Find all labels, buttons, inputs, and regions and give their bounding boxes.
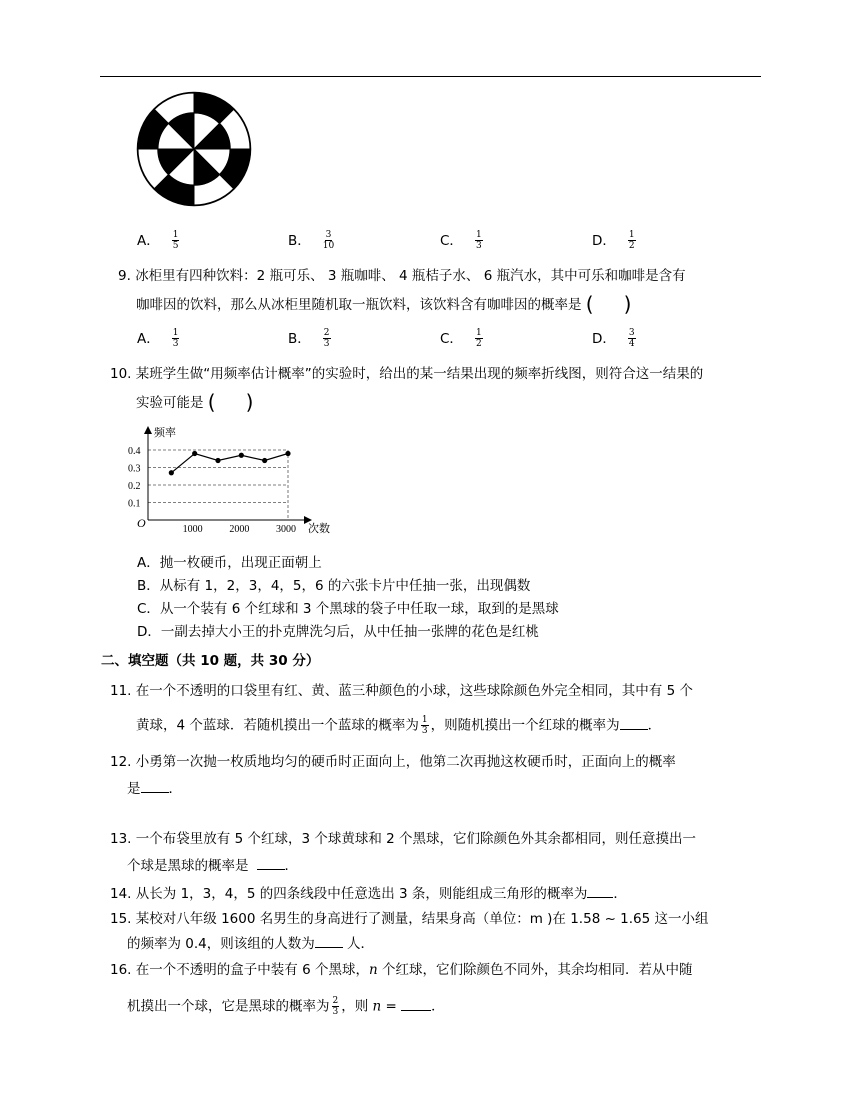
option-label: B． — [137, 578, 160, 594]
option-label: C． — [440, 330, 463, 347]
question-text: 是 — [127, 781, 141, 797]
q10-line-1 — [110, 364, 703, 384]
option-text: 从标有 1，2，3，4，5，6 的六张卡片中任抽一张，出现偶数 — [159, 578, 531, 594]
fraction-numerator: 2 — [332, 996, 339, 1006]
option-label: D． — [592, 330, 616, 347]
y-tick-label: 0.1 — [128, 498, 141, 510]
data-point — [285, 451, 290, 456]
y-tick-label: 0.4 — [128, 446, 141, 457]
option-label: D． — [592, 232, 616, 249]
answer-blank[interactable] — [257, 857, 285, 870]
option-fraction — [323, 328, 331, 349]
q10-option-a[interactable] — [137, 553, 322, 573]
q8-option-b[interactable] — [288, 230, 336, 251]
x-axis-label: 次数 — [308, 523, 330, 535]
option-text: 从一个装有 6 个红球和 3 个黑球的袋子中任取一球，取到的是黑球 — [159, 601, 559, 617]
answer-blank[interactable] — [141, 780, 169, 793]
question-number: 16. — [110, 962, 132, 978]
fraction-numerator: 1 — [628, 230, 635, 240]
q16-line-2 — [127, 996, 445, 1017]
option-fraction — [475, 230, 483, 251]
option-label: B． — [288, 330, 311, 347]
question-number: 9. — [118, 268, 131, 284]
x-tick-label: 3000 — [276, 524, 296, 535]
q10-option-c[interactable] — [137, 599, 559, 619]
fraction-denominator: 2 — [628, 241, 635, 251]
question-text: 某校对八年级 1600 名男生的身高进行了测量，结果身高（单位：m )在 1.58 ~ 1.65 这一小组 — [135, 911, 709, 927]
x-tick-label: 2000 — [229, 524, 250, 535]
fraction-numerator: 3 — [628, 328, 635, 338]
option-label: A． — [137, 232, 160, 249]
question-number: 13. — [110, 831, 132, 847]
data-point — [262, 458, 267, 463]
q8-option-a[interactable] — [137, 230, 181, 251]
answer-paren-close: ) — [245, 390, 254, 414]
option-label: A． — [137, 330, 160, 347]
punctuation: ． — [647, 717, 662, 734]
fraction-denominator: 4 — [628, 339, 635, 349]
inline-fraction — [332, 996, 340, 1017]
question-text: 小勇第一次抛一枚质地均匀的硬币时正面向上，他第二次再抛这枚硬币时，正面向上的概率 — [135, 754, 676, 770]
answer-blank[interactable] — [620, 717, 648, 730]
punctuation: ． — [431, 998, 445, 1015]
question-text: 个红球，它们除颜色不同外，其余均相同．若从中随 — [377, 962, 693, 978]
x-tick-label: 1000 — [182, 524, 203, 535]
y-tick-label: 0.3 — [128, 463, 141, 475]
option-fraction — [628, 328, 636, 349]
header-rule — [100, 76, 761, 77]
question-text: 实验可能是 — [136, 395, 204, 411]
q15-line-2 — [127, 934, 374, 954]
option-label: D． — [137, 624, 161, 640]
answer-blank[interactable] — [587, 885, 613, 898]
q9-line-1 — [118, 266, 686, 286]
answer-paren-open: ( — [207, 390, 216, 414]
question-number: 11. — [110, 683, 132, 699]
data-point — [169, 470, 174, 475]
question-text: 在一个不透明的盒子中装有 6 个黑球， — [135, 962, 369, 978]
chart-series — [169, 451, 291, 475]
equals-sign: = — [381, 998, 402, 1015]
answer-paren-close: ) — [623, 292, 632, 316]
chart-ticks — [128, 446, 296, 535]
option-fraction — [172, 328, 180, 349]
q9-option-d[interactable] — [592, 328, 638, 349]
fraction-numerator: 1 — [475, 328, 482, 338]
spinner-disc-figure — [136, 91, 252, 207]
section-title: 二、填空题（共 10 题，共 30 分） — [101, 653, 320, 669]
punctuation: ． — [168, 781, 182, 797]
punctuation: ． — [284, 858, 298, 874]
fraction-numerator: 3 — [325, 230, 332, 240]
q8-option-d[interactable] — [592, 230, 638, 251]
question-text: 冰柜里有四种饮料：2 瓶可乐、 3 瓶咖啡、 4 瓶桔子水、 6 瓶汽水，其中可乐和咖啡是含有 — [135, 268, 686, 284]
q12-line-1 — [110, 752, 676, 772]
fraction-numerator: 1 — [172, 328, 179, 338]
question-number: 12. — [110, 754, 132, 770]
q16-line-1 — [110, 960, 692, 980]
data-point — [239, 453, 244, 458]
punctuation: ． — [613, 886, 627, 902]
question-text: 从长为 1，3，4，5 的四条线段中任意选出 3 条，则能组成三角形的概率为 — [135, 886, 588, 902]
q15-line-1 — [110, 909, 709, 929]
question-text: ，则 — [341, 998, 373, 1015]
q10-line-2 — [136, 392, 253, 413]
q10-option-b[interactable] — [137, 576, 530, 596]
punctuation: 人． — [342, 936, 375, 952]
fraction-numerator: 1 — [172, 230, 179, 240]
question-text: ，则随机摸出一个红球的概率为 — [430, 717, 620, 734]
q11-line-1 — [110, 681, 693, 701]
q11-line-2 — [136, 715, 661, 736]
fraction-denominator: 3 — [475, 241, 482, 251]
option-fraction — [323, 230, 334, 251]
q10-option-d[interactable] — [137, 622, 539, 642]
fraction-denominator: 2 — [475, 339, 482, 349]
answer-blank[interactable] — [401, 998, 431, 1011]
origin-label: O — [137, 516, 146, 530]
inner-sectors — [158, 113, 230, 185]
question-text: 的频率为 0.4，则该组的人数为 — [127, 936, 315, 952]
answer-paren-open: ( — [585, 292, 594, 316]
fraction-denominator: 3 — [172, 339, 179, 349]
question-text: 某班学生做“用频率估计概率”的实验时，给出的某一结果出现的频率折线图，则符合这一结果的 — [135, 366, 704, 382]
q8-option-c[interactable] — [440, 230, 485, 251]
q9-option-b[interactable] — [288, 328, 333, 349]
option-label: C． — [137, 601, 160, 617]
option-text: 一副去掉大小王的扑克牌洗匀后，从中任抽一张牌的花色是红桃 — [160, 624, 539, 640]
option-text: 抛一枚硬币，出现正面朝上 — [159, 555, 322, 571]
answer-blank[interactable] — [315, 935, 343, 948]
series-line — [171, 454, 288, 473]
option-label: A． — [137, 555, 160, 571]
option-fraction — [475, 328, 483, 349]
fraction-denominator: 3 — [332, 1007, 339, 1017]
y-axis-label: 频率 — [154, 427, 176, 439]
variable-n: n — [368, 962, 378, 978]
question-number: 14. — [110, 886, 132, 902]
q13-line-1 — [110, 829, 696, 849]
data-point — [192, 451, 197, 456]
fraction-denominator: 3 — [421, 726, 428, 736]
question-number: 15. — [110, 911, 132, 927]
fraction-numerator: 1 — [475, 230, 482, 240]
option-label: C． — [440, 232, 463, 249]
option-fraction — [172, 230, 180, 251]
question-text: 黄球，4 个蓝球．若随机摸出一个蓝球的概率为 — [136, 717, 419, 734]
fraction-numerator: 1 — [421, 715, 428, 725]
q9-option-a[interactable] — [137, 328, 181, 349]
option-label: B． — [288, 232, 311, 249]
fraction-numerator: 2 — [323, 328, 330, 338]
question-text: 个球是黑球的概率是 — [127, 858, 249, 874]
y-tick-label: 0.2 — [128, 481, 141, 492]
question-text: 一个布袋里放有 5 个红球，3 个球黄球和 2 个黑球，它们除颜色外其余都相同，则任意摸出一 — [135, 831, 697, 847]
fraction-denominator: 5 — [172, 241, 179, 251]
inline-fraction — [421, 715, 429, 736]
question-text: 在一个不透明的口袋里有红、黄、蓝三种颜色的小球，这些球除颜色外完全相同，其中有 5 个 — [135, 683, 693, 699]
q9-option-c[interactable] — [440, 328, 485, 349]
fraction-denominator: 3 — [323, 339, 330, 349]
question-text: 机摸出一个球，它是黑球的概率为 — [127, 998, 330, 1015]
option-fraction — [628, 230, 636, 251]
q9-line-2 — [136, 294, 631, 315]
question-number: 10. — [110, 366, 132, 382]
q12-line-2 — [127, 779, 182, 799]
q14-line-1 — [110, 884, 627, 904]
question-text: 咖啡因的饮料，那么从冰柜里随机取一瓶饮料，该饮料含有咖啡因的概率是 — [136, 297, 582, 313]
data-point — [215, 458, 220, 463]
fraction-denominator: 10 — [322, 241, 335, 251]
q13-line-2 — [127, 856, 298, 876]
frequency-line-chart — [128, 424, 343, 540]
variable-n: n — [372, 998, 382, 1015]
